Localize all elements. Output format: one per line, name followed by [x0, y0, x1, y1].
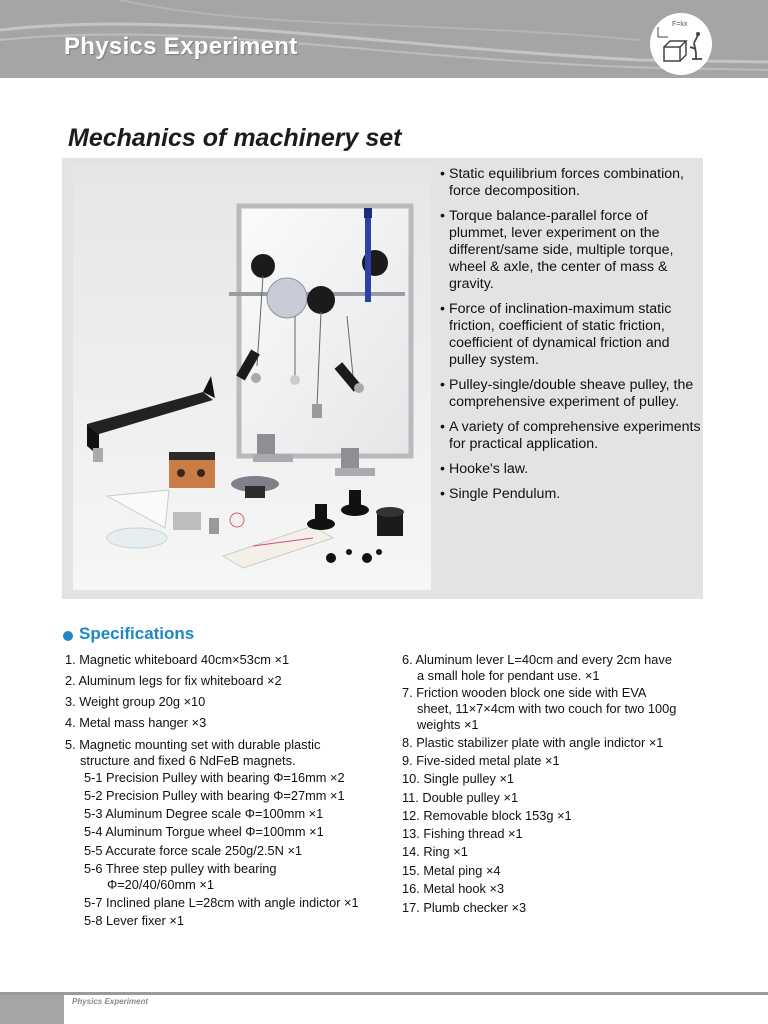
- bullet-icon: •: [440, 377, 445, 393]
- spec-item: 17. Plumb checker ×3: [402, 900, 527, 915]
- bullet-icon: •: [440, 301, 445, 317]
- feature-list: [440, 166, 706, 511]
- spec-item: 8. Plastic stabilizer plate with angle indictor ×1: [402, 735, 664, 750]
- bullet-icon: •: [440, 208, 445, 224]
- bullet-icon: •: [440, 461, 445, 477]
- footer-text: Physics Experiment: [72, 997, 149, 1006]
- header-title: Physics Experiment: [64, 33, 298, 60]
- footer-rule: [0, 992, 768, 995]
- spec-item: 12. Removable block 153g ×1: [402, 808, 572, 823]
- spec-item: 3. Weight group 20g ×10: [65, 694, 206, 709]
- spec-subitem: 5-7 Inclined plane L=28cm with angle indictor ×1: [84, 895, 359, 910]
- spec-subitem: 5-2 Precision Pulley with bearing Φ=27mm ×1: [84, 788, 345, 803]
- bullet-icon: •: [440, 419, 445, 435]
- spec-item: 7. Friction wooden block one side with EVA: [402, 685, 647, 700]
- apparatus-illustration: [73, 166, 431, 590]
- lab-logo: [650, 13, 712, 75]
- feature-item: • Single Pendulum.: [440, 486, 561, 502]
- product-photo: [73, 166, 431, 590]
- spec-subitem: 5-3 Aluminum Degree scale Φ=100mm ×1: [84, 806, 324, 821]
- spec-item: 10. Single pulley ×1: [402, 771, 515, 786]
- spec-item-continued: weights ×1: [417, 717, 479, 732]
- spec-subitem-continued: Φ=20/40/60mm ×1: [107, 877, 214, 892]
- spec-item: 14. Ring ×1: [402, 844, 468, 859]
- spec-item: 6. Aluminum lever L=40cm and every 2cm have: [402, 652, 672, 667]
- feature-item: • A variety of comprehensive experiments for practical application.: [440, 419, 701, 452]
- feature-item: • Torque balance-parallel force of plummet, lever experiment on the different/same side, multiple torque, wheel & axle, the center of mass & gravity.: [440, 208, 674, 292]
- header-banner: [0, 0, 768, 78]
- specifications-title: Specifications: [79, 624, 195, 643]
- feature-item: • Hooke's law.: [440, 461, 529, 477]
- bullet-icon: •: [440, 486, 445, 502]
- spec-subitem: 5-6 Three step pulley with bearing: [84, 861, 277, 876]
- spec-item: 2. Aluminum legs for fix whiteboard ×2: [65, 673, 282, 688]
- spec-subitem: 5-8 Lever fixer ×1: [84, 913, 184, 928]
- spec-subitem: 5-4 Aluminum Torgue wheel Φ=100mm ×1: [84, 824, 324, 839]
- footer-block: [0, 995, 64, 1024]
- spec-item: 9. Five-sided metal plate ×1: [402, 753, 560, 768]
- bullet-icon: •: [440, 166, 445, 182]
- page-title: Mechanics of machinery set: [68, 124, 402, 152]
- logo-formula-text: F=kx: [672, 21, 688, 28]
- spec-item: 15. Metal ping ×4: [402, 863, 501, 878]
- feature-item: • Pulley-single/double sheave pulley, the comprehensive experiment of pulley.: [440, 377, 694, 410]
- feature-item: • Force of inclination-maximum static friction, coefficient of static friction, coefficient of dynamical friction and pulley system.: [440, 301, 672, 368]
- spec-subitem: 5-1 Precision Pulley with bearing Φ=16mm ×2: [84, 770, 345, 785]
- spec-item: 11. Double pulley ×1: [402, 790, 519, 805]
- spec-item: 4. Metal mass hanger ×3: [65, 715, 207, 730]
- feature-item: • Static equilibrium forces combination, force decomposition.: [440, 166, 684, 199]
- spec-item: 5. Magnetic mounting set with durable plastic: [65, 737, 321, 752]
- spec-subitem: 5-5 Accurate force scale 250g/2.5N ×1: [84, 843, 303, 858]
- heading-dot-icon: [63, 631, 73, 641]
- spec-item-continued: structure and fixed 6 NdFeB magnets.: [80, 753, 296, 768]
- spec-item: 1. Magnetic whiteboard 40cm×53cm ×1: [65, 652, 290, 667]
- spec-item-continued: sheet, 11×7×4cm with two couch for two 100g: [417, 701, 677, 716]
- spec-item-continued: a small hole for pendant use. ×1: [417, 668, 600, 683]
- spec-item: 16. Metal hook ×3: [402, 881, 505, 896]
- spec-item: 13. Fishing thread ×1: [402, 826, 523, 841]
